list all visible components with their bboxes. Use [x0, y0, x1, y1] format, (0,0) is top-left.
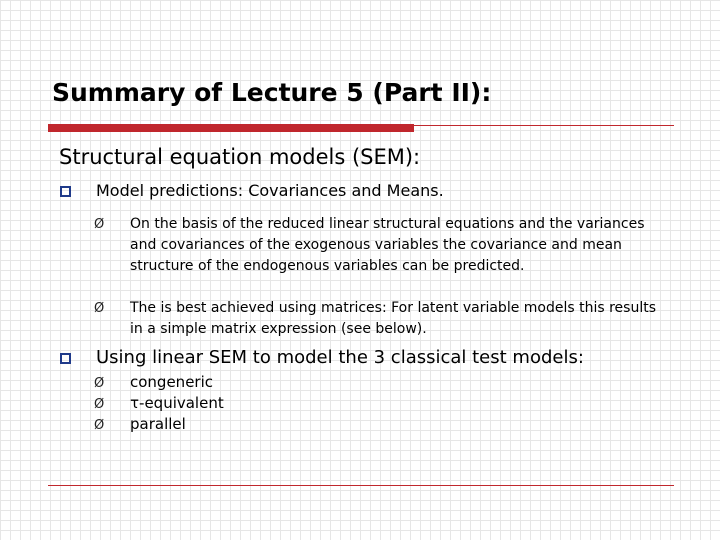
bullet-2-text: Using linear SEM to model the 3 classical test models: [96, 347, 584, 368]
bullet-2-subitem-3: parallel [130, 415, 186, 433]
arrow-bullet-icon: Ø [94, 301, 105, 316]
title-underline-bar [48, 124, 414, 132]
bullet-1-subitem-1: On the basis of the reduced linear structural equations and the variances and covariances of the exogenous variables the covariance and mean structure of the endogenous variables can be predicted. [130, 216, 645, 274]
bullet-1-text: Model predictions: Covariances and Means. [96, 181, 444, 200]
title-underline-rule [414, 125, 674, 126]
bullet-2-subitem-1: congeneric [130, 373, 213, 391]
arrow-bullet-icon: Ø [94, 397, 105, 412]
square-bullet-icon [60, 353, 71, 364]
arrow-bullet-icon: Ø [94, 376, 105, 391]
arrow-bullet-icon: Ø [94, 217, 105, 232]
square-bullet-icon [60, 186, 71, 197]
bullet-1-subitem-2: The is best achieved using matrices: For latent variable models this results in a simple matrix expression (see below). [130, 300, 657, 337]
bullet-2-subitem-2: τ-equivalent [130, 394, 224, 412]
bottom-divider [48, 485, 674, 486]
arrow-bullet-icon: Ø [94, 418, 105, 433]
section-subtitle: Structural equation models (SEM): [59, 145, 421, 169]
slide-title: Summary of Lecture 5 (Part II): [52, 78, 492, 107]
